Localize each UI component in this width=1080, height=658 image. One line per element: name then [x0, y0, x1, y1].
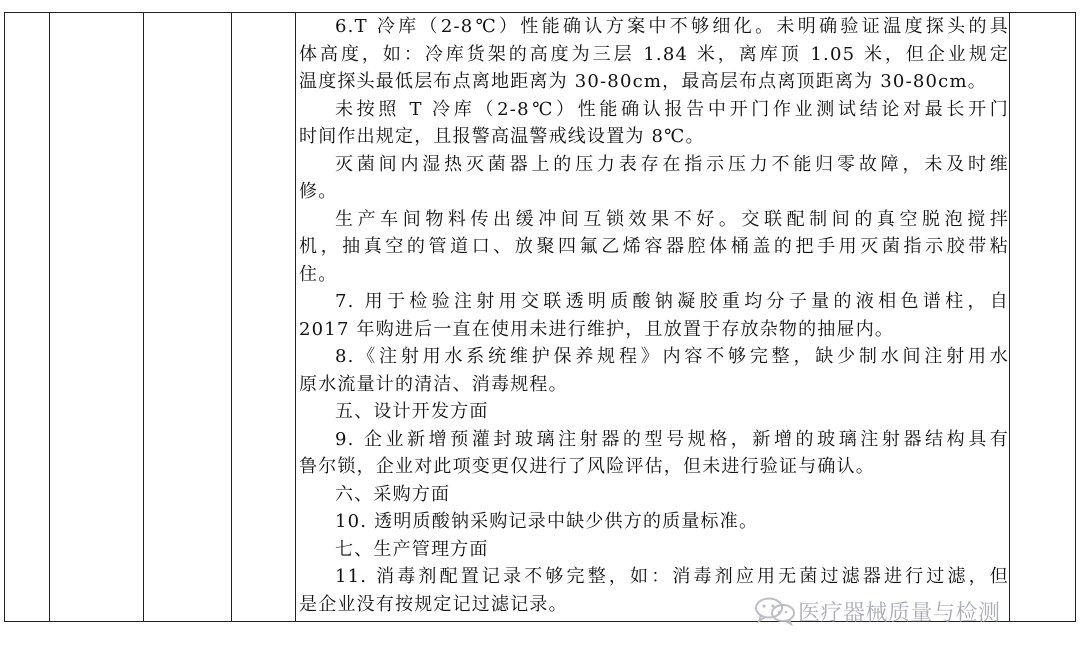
wechat-icon	[752, 596, 798, 626]
text-line: 鲁尔锁，企业对此项变更仅进行了风险评估，但未进行验证与确认。	[299, 456, 875, 477]
text-line: 七、生产管理方面	[335, 538, 489, 560]
column-divider	[49, 13, 50, 621]
column-divider	[295, 13, 296, 621]
text-line: 六、采购方面	[335, 483, 451, 505]
text-line: 9. 企业新增预灌封玻璃注射器的型号规格，新增的玻璃注射器结构具有	[335, 428, 1009, 450]
inspection-findings-cell	[297, 13, 1009, 621]
text-line: 灭菌间内湿热灭菌器上的压力表存在指示压力不能归零故障，未及时维	[335, 153, 1009, 175]
text-line: 体高度，如：冷库货架的高度为三层 1.84 米，离库顶 1.05 米，但企业规定	[299, 43, 1009, 65]
watermark-text: 医疗器械质量与检测	[798, 600, 1001, 626]
text-line: 修。	[299, 181, 338, 202]
text-line: 未按照 T 冷库（2-8℃）性能确认报告中开门作业测试结论对最长开门	[335, 98, 1009, 120]
text-line: 8.《注射用水系统维护保养规程》内容不够完整，缺少制水间注射用水	[335, 346, 1009, 367]
column-divider	[143, 13, 144, 621]
text-line: 时间作出规定，且报警高温警戒线设置为 8℃。	[299, 126, 705, 147]
text-line: 住。	[299, 263, 338, 285]
text-line: 2017 年购进后一直在使用未进行维护，且放置于存放杂物的抽屉内。	[299, 318, 895, 340]
text-line: 10. 透明质酸钠采购记录中缺少供方的质量标准。	[335, 511, 759, 532]
text-line: 机，抽真空的管道口、放聚四氟乙烯容器腔体桶盖的把手用灭菌指示胶带粘	[299, 236, 1009, 257]
text-line: 五、设计开发方面	[335, 401, 489, 422]
column-divider	[1009, 13, 1010, 621]
text-line: 是企业没有按规定记过滤记录。	[299, 593, 568, 615]
document-table	[4, 12, 1076, 622]
watermark	[752, 597, 1001, 625]
text-line: 6.T 冷库（2-8℃）性能确认方案中不够细化。未明确验证温度探头的具	[335, 16, 1009, 37]
text-line: 温度探头最低层布点离地距离为 30-80cm，最高层布点离顶距离为 30-80cm。	[299, 71, 987, 92]
text-line: 7. 用于检验注射用交联透明质酸钠凝胶重均分子量的液相色谱柱，自	[335, 291, 1009, 312]
column-divider	[231, 13, 232, 621]
text-line: 11. 消毒剂配置记录不够完整，如：消毒剂应用无菌过滤器进行过滤，但	[335, 566, 1009, 587]
text-line: 原水流量计的清洁、消毒规程。	[299, 373, 568, 395]
text-line: 生产车间物料传出缓冲间互锁效果不好。交联配制间的真空脱泡搅拌	[335, 208, 1009, 230]
